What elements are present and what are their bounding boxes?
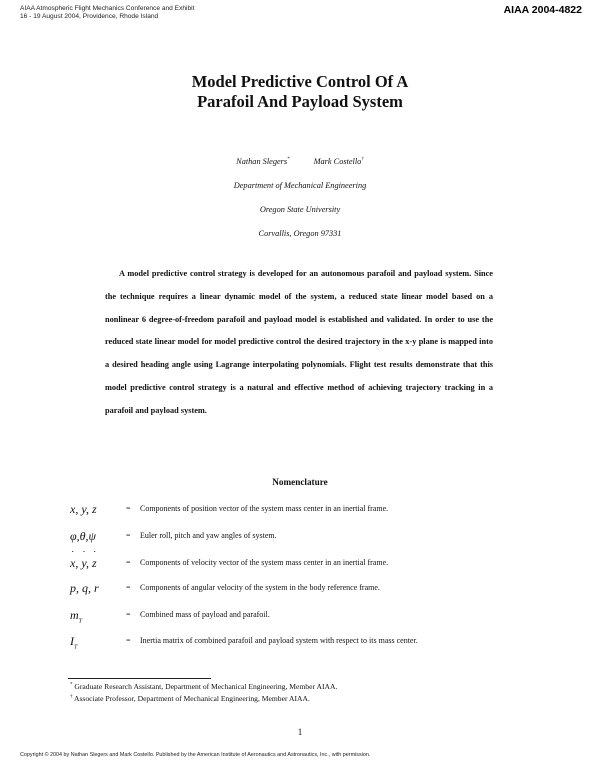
nomenclature-heading: Nomenclature [272, 477, 328, 487]
nomenclature-description: Components of position vector of the system mass center in an inertial frame. [140, 504, 389, 513]
abstract: A model predictive control strategy is developed for an autonomous parafoil and payload system. Since the technique requires a linear dynamic model of the system, a reduced state linear model based on a nonlinear 6 degree-of-freedom parafoil and payload model is established and validated. In order to use the reduced state linear model for model predictive control the desired trajectory in the x-y plane is mapped into a desired heading angle using Lagrange interpolating polynomials. Flight test results demonstrate that this model predictive control strategy is a natural and effective method of achieving trajectory tracking in a parafoil and payload system. [105, 269, 493, 415]
footnote-mark: * [287, 157, 290, 163]
nomenclature-symbol: ˙ x, ˙ y, ˙ z [70, 556, 126, 570]
nomenclature-description: Components of velocity vector of the system mass center in an inertial frame. [140, 558, 389, 567]
symbol-base: m [70, 608, 79, 622]
nomenclature-symbol [70, 634, 126, 654]
symbol-base: I [70, 634, 74, 648]
symbol-subscript: T [74, 644, 78, 651]
footnote [70, 682, 337, 691]
footnote-mark: * [70, 682, 73, 688]
paper-title [0, 72, 600, 112]
footnote-mark: † [361, 157, 364, 163]
nomenclature-description: Components of angular velocity of the system in the body reference frame. [140, 583, 380, 592]
footnote-mark: † [70, 694, 73, 700]
title-line-1: Model Predictive Control Of A [191, 72, 409, 91]
footnote-text: Graduate Research Assistant, Department of Mechanical Engineering, Member AIAA. [74, 682, 338, 691]
paper-number: AIAA 2004-4822 [503, 4, 582, 16]
equals-sign: = [126, 583, 131, 592]
title-line-2: Parafoil And Payload System [197, 92, 403, 111]
nomenclature-symbol: φ,θ,ψ [70, 529, 96, 543]
author-line [0, 157, 600, 166]
nomenclature-row [70, 556, 590, 572]
symbol-subscript: T [78, 618, 83, 625]
nomenclature-description: Euler roll, pitch and yaw angles of system. [140, 531, 277, 540]
department: Department of Mechanical Engineering [233, 181, 367, 190]
equals-sign: = [126, 558, 131, 567]
footnote-divider [68, 678, 211, 679]
nomenclature-row [70, 608, 590, 624]
page-number: 1 [297, 727, 303, 737]
conference-header [20, 5, 194, 21]
nomenclature-symbol: p, q, r [70, 581, 99, 595]
equals-sign: = [126, 504, 131, 513]
conference-dates: 16 - 19 August 2004, Providence, Rhode Island [20, 13, 159, 20]
nomenclature-row [70, 502, 590, 518]
author-name: Nathan Slegers [236, 157, 288, 166]
nomenclature-symbol: x, y, z [70, 502, 97, 516]
nomenclature-symbol [70, 608, 126, 628]
equals-sign: = [126, 610, 131, 619]
nomenclature-row [70, 529, 590, 545]
footnote [70, 694, 310, 703]
university: Oregon State University [259, 205, 341, 214]
location: Corvallis, Oregon 97331 [258, 229, 342, 238]
nomenclature-row [70, 634, 590, 650]
author-name: Mark Costello [313, 157, 362, 166]
copyright-notice: Copyright © 2004 by Nathan Slegers and Mark Costello. Published by the American Institute of Aeronautics and Astronautics, Inc., with permission. [20, 752, 371, 758]
footnote-text: Associate Professor, Department of Mechanical Engineering, Member AIAA. [73, 694, 310, 703]
nomenclature-description: Combined mass of payload and parafoil. [140, 610, 270, 619]
conference-name: AIAA Atmospheric Flight Mechanics Conference and Exhibit [20, 5, 195, 12]
equals-sign: = [126, 531, 131, 540]
nomenclature-row [70, 581, 590, 597]
nomenclature-description: Inertia matrix of combined parafoil and payload system with respect to its mass center. [140, 636, 418, 645]
equals-sign: = [126, 636, 131, 645]
